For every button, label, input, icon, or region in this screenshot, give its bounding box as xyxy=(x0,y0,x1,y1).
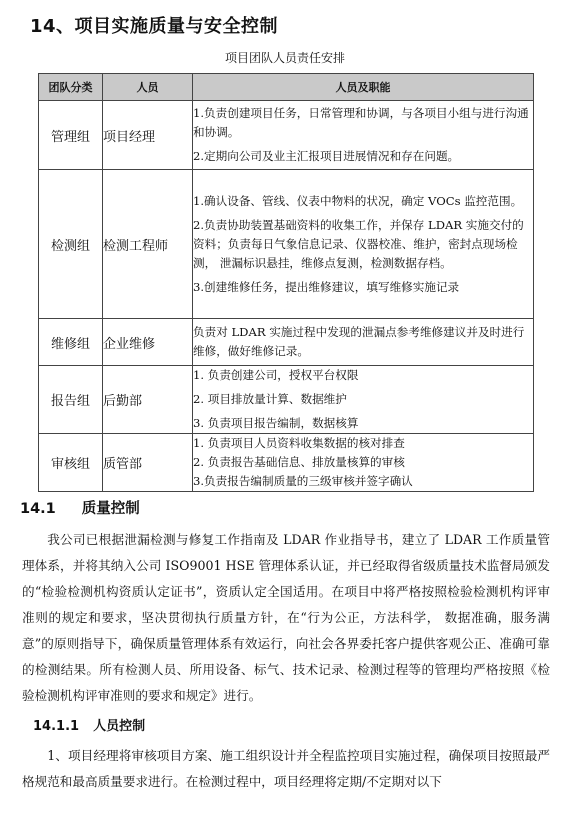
sub-subsection-heading xyxy=(33,715,145,734)
team-group-cell: 审核组 xyxy=(39,434,103,492)
duties-cell xyxy=(193,366,534,434)
duty-item: 2. 负责报告基础信息、排放量核算的审核 xyxy=(193,455,405,469)
team-responsibility-table xyxy=(38,73,534,492)
duties-cell xyxy=(193,101,534,170)
duty-item: 1.负责创建项目任务，日常管理和协调，与各项目小组与进行沟通和协调。 xyxy=(193,106,529,139)
table-row xyxy=(39,434,534,492)
subsection-title: 质量控制 xyxy=(81,501,140,517)
table-header-row xyxy=(39,74,534,101)
sub-subsection-number: 14.1.1 xyxy=(33,719,80,734)
table-row xyxy=(39,319,534,366)
header-personnel: 人员 xyxy=(103,74,193,101)
team-group-cell: 管理组 xyxy=(39,101,103,170)
duty-item: 3. 负责项目报告编制，数据核算 xyxy=(193,416,359,430)
table-row xyxy=(39,101,534,170)
personnel-cell: 企业维修 xyxy=(103,319,193,366)
duty-item: 3.负责报告编制质量的三级审核并签字确认 xyxy=(193,474,413,488)
subsection-number: 14.1 xyxy=(20,501,56,517)
duty-item: 2. 项目排放量计算、数据维护 xyxy=(193,392,347,406)
section-heading: 14、项目实施质量与安全控制 xyxy=(30,16,279,37)
header-team-category: 团队分类 xyxy=(39,74,103,101)
duty-item: 1. 负责项目人员资料收集数据的核对排查 xyxy=(193,436,405,450)
table-row xyxy=(39,366,534,434)
duty-item: 2.负责协助装置基础资料的收集工作，并保存 LDAR 实施交付的资料；负责每日气象信息记录、仪器校准、维护，密封点现场检测， 泄漏标识悬挂，维修点复测，检测数据存档。 xyxy=(193,217,524,270)
team-group-cell: 报告组 xyxy=(39,366,103,434)
team-group-cell: 维修组 xyxy=(39,319,103,366)
sub-subsection-title: 人员控制 xyxy=(93,719,146,734)
duty-item: 1. 负责创建公司，授权平台权限 xyxy=(193,368,359,382)
personnel-cell: 检测工程师 xyxy=(103,170,193,319)
table-row xyxy=(39,170,534,319)
team-group-cell: 检测组 xyxy=(39,170,103,319)
duty-item: 2.定期向公司及业主汇报项目进展情况和存在问题。 xyxy=(193,149,460,163)
header-duties: 人员及职能 xyxy=(193,74,534,101)
duties-cell xyxy=(193,319,534,366)
duty-item: 3.创建维修任务，提出维修建议，填写维修实施记录 xyxy=(193,279,460,294)
duties-cell xyxy=(193,434,534,492)
personnel-cell: 项目经理 xyxy=(103,101,193,170)
duty-item: 负责对 LDAR 实施过程中发现的泄漏点参考维修建议并及时进行维修，做好维修记录。 xyxy=(193,325,525,358)
personnel-control-paragraph: 1、项目经理将审核项目方案、施工组织设计并全程监控项目实施过程，确保项目按照最严格规范和最高质量要求进行。在检测过程中，项目经理将定期/不定期对以下 xyxy=(22,748,550,789)
subsection-heading xyxy=(20,497,140,518)
quality-control-paragraph: 我公司已根据泄漏检测与修复工作指南及 LDAR 作业指导书，建立了 LDAR 工作质量管理体系，并将其纳入公司 ISO9001 HSE 管理体系认证，并已经取得省级质量技术监督局颁发的“检验检测机构资质认定证书”，资质认定全国适用。在项目中将严格按照检验检测机构评审准则的规定和要求，坚决贯彻执行质量方针，在“行为公正，方法科学， 数据准确，服务满意”的原则指导下，确保质量管理体系有效运行，向社会各界委托客户提供客观公正、准确可靠的检测结果。所有检测人员、所用设备、标气、技术记录、检测过程等的管理均严格按照《检验检测机构评审准则的要求和规定》进行。 xyxy=(22,532,550,703)
duties-cell xyxy=(193,170,534,319)
personnel-cell: 质管部 xyxy=(103,434,193,492)
personnel-cell: 后勤部 xyxy=(103,366,193,434)
table-caption: 项目团队人员责任安排 xyxy=(224,51,345,65)
duty-item: 1.确认设备、管线、仪表中物料的状况，确定 VOCs 监控范围。 xyxy=(193,193,523,208)
